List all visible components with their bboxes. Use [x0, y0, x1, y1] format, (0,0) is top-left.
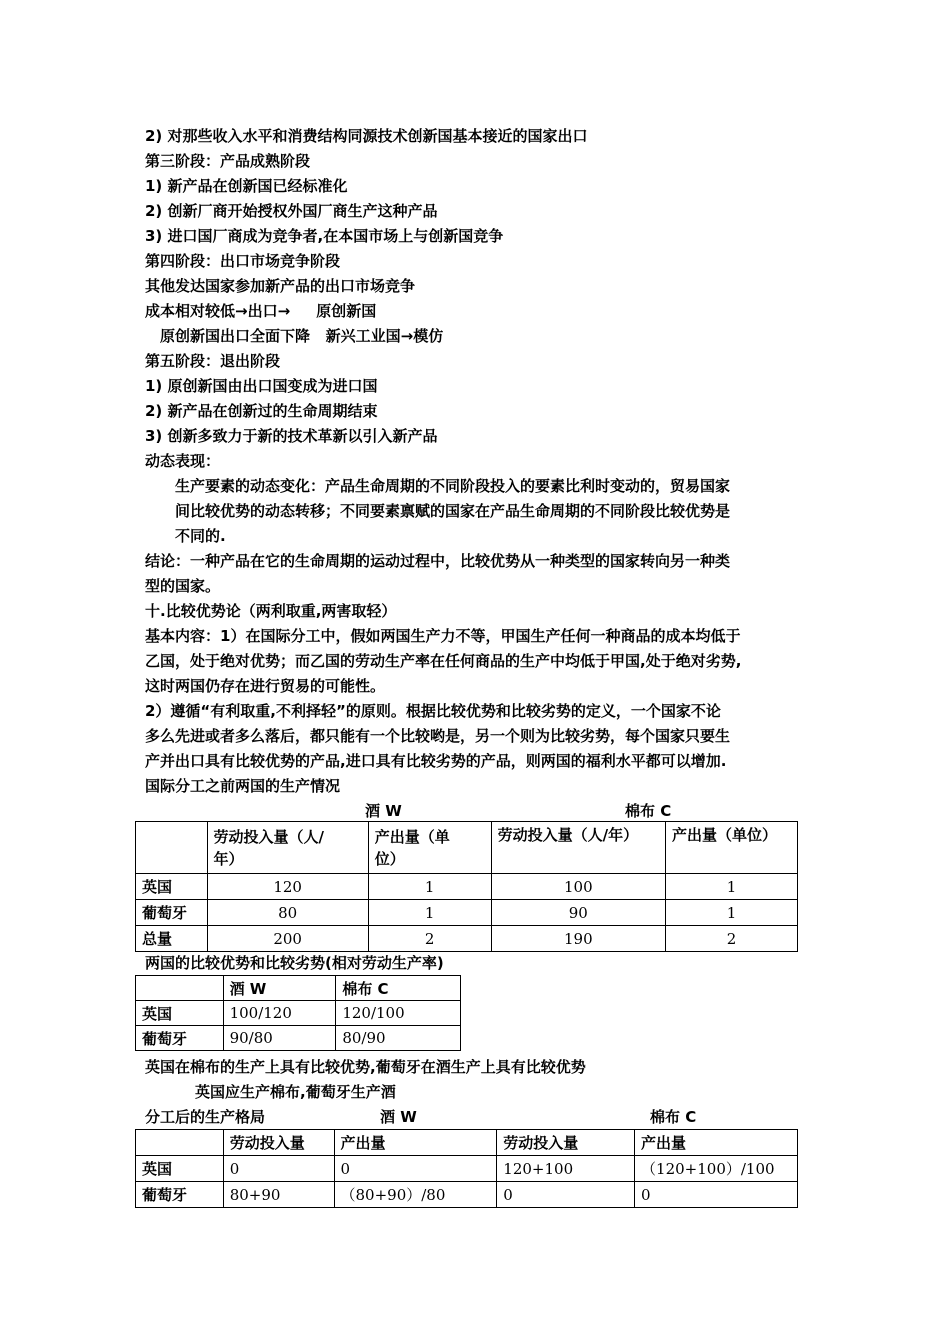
table-cell: 90 [491, 900, 665, 926]
table-cell: 2 [368, 926, 491, 952]
text-line: 其他发达国家参加新产品的出口市场竞争 [145, 277, 416, 295]
table-header-empty [136, 976, 224, 1001]
table-group-label: 棉布 C [650, 1108, 697, 1126]
table-cell: 90/80 [223, 1026, 336, 1051]
row-label: 英国 [136, 1156, 224, 1182]
text-line: 1) 原创新国由出口国变成为进口国 [145, 377, 378, 395]
table-header-empty [136, 1130, 224, 1156]
text-line: 分工后的生产格局 [145, 1108, 266, 1126]
table-cell: 2 [665, 926, 797, 952]
section-heading: 第五阶段：退出阶段 [145, 352, 281, 370]
row-label: 葡萄牙 [136, 900, 208, 926]
text-line: 型的国家。 [145, 577, 221, 595]
text-line: 两国的比较优势和比较劣势(相对劳动生产率) [145, 954, 444, 972]
row-label: 总量 [136, 926, 208, 952]
text-line: 国际分工之前两国的生产情况 [145, 777, 341, 795]
text-line: 动态表现： [145, 452, 221, 470]
table-group-label: 棉布 C [625, 802, 672, 820]
table-header: 劳动投入量 [497, 1130, 635, 1156]
table-row [136, 874, 798, 900]
table-cell: 190 [491, 926, 665, 952]
table-cell: 120 [207, 874, 368, 900]
table-header: 酒 W [223, 976, 336, 1001]
table-header [368, 822, 491, 874]
table-header: 劳动投入量（人/年） [491, 822, 665, 874]
table-header: 产出量（单位） [665, 822, 797, 874]
text-line: 间比较优势的动态转移；不同要素禀赋的国家在产品生命周期的不同阶段比较优势是 [175, 502, 731, 520]
text-line: 英国应生产棉布,葡萄牙生产酒 [195, 1083, 396, 1101]
text-line: 1) 新产品在创新国已经标准化 [145, 177, 348, 195]
table-cell: 120/100 [336, 1001, 461, 1026]
table-cell: 80 [207, 900, 368, 926]
table-cell: 1 [665, 874, 797, 900]
table-row [136, 1182, 798, 1208]
text-line: 乙国，处于绝对优势；而乙国的劳动生产率在任何商品的生产中均低于甲国,处于绝对劣势, [145, 652, 742, 670]
table-cell: 80+90 [223, 1182, 334, 1208]
table-cell: 0 [334, 1156, 497, 1182]
text-line: 多么先进或者多么落后，都只能有一个比较哟是，另一个则为比较劣势，每个国家只要生 [145, 727, 731, 745]
table-group-label: 酒 W [365, 802, 402, 820]
text-line: 不同的. [175, 527, 226, 545]
text-line: 英国在棉布的生产上具有比较优势,葡萄牙在酒生产上具有比较优势 [145, 1058, 586, 1076]
table-cell: 100 [491, 874, 665, 900]
table-header: 产出量 [334, 1130, 497, 1156]
section-heading: 第四阶段：出口市场竞争阶段 [145, 252, 341, 270]
table-group-label: 酒 W [380, 1108, 417, 1126]
table-cell: （80+90）/80 [334, 1182, 497, 1208]
table-row [136, 1156, 798, 1182]
text-line: 成本相对较低→出口→ 原创新国 [145, 302, 377, 320]
section-heading: 第三阶段：产品成熟阶段 [145, 152, 311, 170]
text-line: 2) 新产品在创新过的生命周期结束 [145, 402, 378, 420]
text-line: 2) 对那些收入水平和消费结构同源技术创新国基本接近的国家出口 [145, 127, 588, 145]
table-header-text: 劳动投入量（人/ [213, 827, 325, 846]
table-header: 劳动投入量 [223, 1130, 334, 1156]
table-cell: 1 [368, 900, 491, 926]
table-header: 产出量 [635, 1130, 798, 1156]
table-row [136, 1026, 461, 1051]
text-line: 结论：一种产品在它的生命周期的运动过程中，比较优势从一种类型的国家转向另一种类 [145, 552, 731, 570]
row-label: 英国 [136, 874, 208, 900]
comparative-advantage-table [135, 975, 461, 1051]
row-label: 葡萄牙 [136, 1026, 224, 1051]
table-cell: 200 [207, 926, 368, 952]
production-table-before [135, 821, 798, 952]
table-cell: 100/120 [223, 1001, 336, 1026]
table-cell: 1 [665, 900, 797, 926]
table-row [136, 926, 798, 952]
text-line: 3) 创新多致力于新的技术革新以引入新产品 [145, 427, 438, 445]
table-header [207, 822, 368, 874]
table-header-empty [136, 822, 208, 874]
table-row [136, 1001, 461, 1026]
row-label: 英国 [136, 1001, 224, 1026]
text-line: 基本内容：1）在国际分工中，假如两国生产力不等，甲国生产任何一种商品的成本均低于 [145, 627, 741, 645]
text-line: 3) 进口国厂商成为竞争者,在本国市场上与创新国竞争 [145, 227, 504, 245]
table-row [136, 900, 798, 926]
table-cell: （120+100）/100 [635, 1156, 798, 1182]
text-line: 2) 创新厂商开始授权外国厂商生产这种产品 [145, 202, 438, 220]
text-line: 产并出口具有比较优势的产品,进口具有比较劣势的产品，则两国的福利水平都可以增加. [145, 752, 727, 770]
table-cell: 0 [223, 1156, 334, 1182]
table-header-text: 年） [213, 849, 244, 868]
text-line: 2）遵循“有利取重,不利择轻”的原则。根据比较优势和比较劣势的定义，一个国家不论 [145, 702, 721, 720]
table-cell: 120+100 [497, 1156, 635, 1182]
row-label: 葡萄牙 [136, 1182, 224, 1208]
section-heading: 十.比较优势论（两利取重,两害取轻） [145, 602, 397, 620]
table-cell: 80/90 [336, 1026, 461, 1051]
table-cell: 0 [497, 1182, 635, 1208]
table-header: 棉布 C [336, 976, 461, 1001]
table-header-text: 位） [374, 849, 405, 868]
text-line: 生产要素的动态变化：产品生命周期的不同阶段投入的要素比利时变动的，贸易国家 [175, 477, 731, 495]
table-cell: 1 [368, 874, 491, 900]
text-line: 这时两国仍存在进行贸易的可能性。 [145, 677, 386, 695]
production-table-after [135, 1129, 798, 1208]
table-header-text: 产出量（单 [374, 827, 450, 846]
text-line: 原创新国出口全面下降 新兴工业国→模仿 [160, 327, 444, 345]
table-cell: 0 [635, 1182, 798, 1208]
